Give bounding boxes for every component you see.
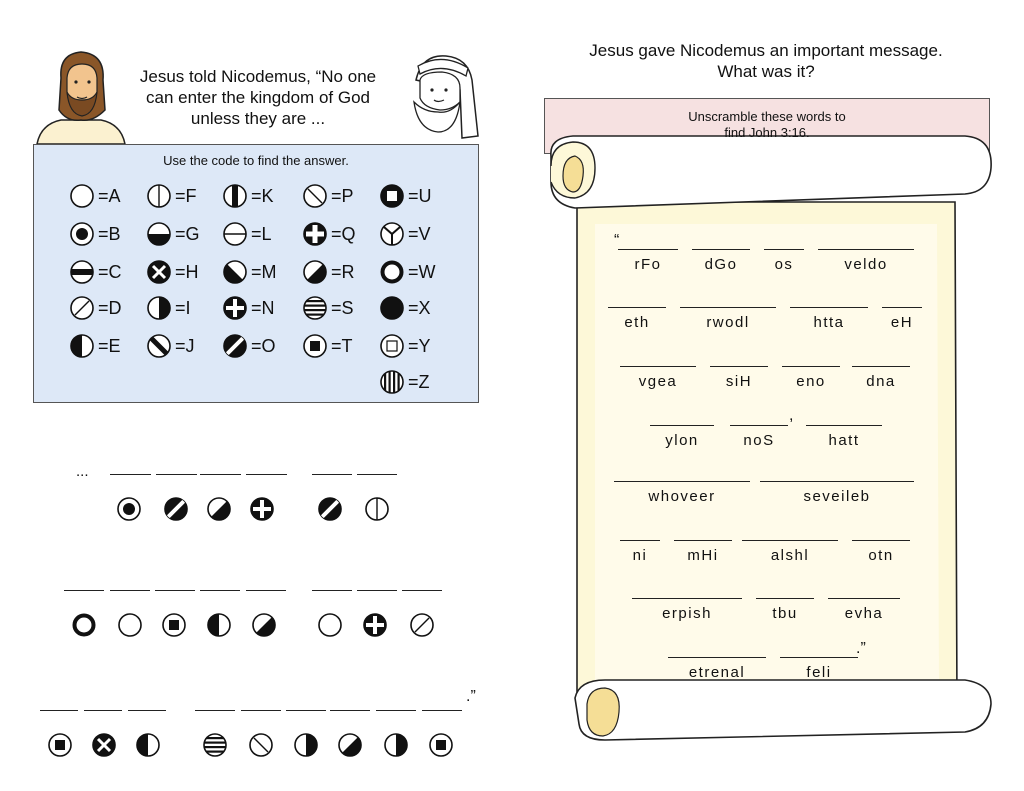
vertical-line-circle-icon xyxy=(146,183,172,209)
scrambled-word: ylon xyxy=(665,432,699,449)
scrambled-word: otn xyxy=(868,547,894,564)
black-circle-white-cross-icon xyxy=(249,496,275,522)
puzzle-closing-quote: .” xyxy=(466,688,476,705)
right-half-black-circle-icon xyxy=(146,295,172,321)
unscramble-blank[interactable] xyxy=(742,540,838,541)
unscramble-blank[interactable] xyxy=(680,307,776,308)
answer-blank[interactable] xyxy=(422,710,462,711)
vertical-bar-circle-icon xyxy=(222,183,248,209)
black-square-in-circle-icon xyxy=(47,732,73,758)
code-entry-label: =T xyxy=(331,335,353,356)
code-entry-label: =H xyxy=(175,261,199,282)
code-entry-e xyxy=(69,333,121,359)
black-square-in-circle-icon xyxy=(302,333,328,359)
scrambled-word: whoveer xyxy=(648,488,716,505)
unscramble-blank[interactable] xyxy=(790,307,868,308)
slash-circle-icon xyxy=(409,612,435,638)
answer-blank[interactable] xyxy=(64,590,104,591)
answer-blank[interactable] xyxy=(330,710,370,711)
answer-blank[interactable] xyxy=(200,474,241,475)
scrambled-word: tbu xyxy=(772,605,798,622)
unscramble-blank[interactable] xyxy=(674,540,732,541)
thick-ring-icon xyxy=(71,612,97,638)
unscramble-blank[interactable] xyxy=(760,481,914,482)
scrambled-word: feli xyxy=(806,664,832,681)
scrambled-word: seveileb xyxy=(803,488,871,505)
code-entry-q xyxy=(302,221,356,247)
instruction-text xyxy=(544,109,990,141)
right-header xyxy=(540,40,992,82)
scrambled-word: alshl xyxy=(770,547,810,564)
answer-blank[interactable] xyxy=(195,710,235,711)
code-entry-label: =G xyxy=(175,223,200,244)
empty-circle-icon xyxy=(69,183,95,209)
unscramble-blank[interactable] xyxy=(692,249,750,250)
instruction-line-2: find John 3:16. xyxy=(724,125,810,140)
code-entry-h xyxy=(146,259,199,285)
white-slash-black-circle-icon xyxy=(163,496,189,522)
unscramble-blank[interactable] xyxy=(882,307,922,308)
unscramble-blank[interactable] xyxy=(852,540,910,541)
code-entry-r xyxy=(302,259,355,285)
black-square-in-circle-icon xyxy=(428,732,454,758)
left-half-black-circle-icon xyxy=(206,612,232,638)
unscramble-blank[interactable] xyxy=(710,366,768,367)
right-header-line-1: Jesus gave Nicodemus an important message. xyxy=(589,41,943,60)
unscramble-blank[interactable] xyxy=(608,307,666,308)
code-entry-u xyxy=(379,183,432,209)
close-quote: .” xyxy=(856,640,866,657)
lower-right-half-black-circle-icon xyxy=(337,732,363,758)
answer-blank[interactable] xyxy=(246,474,287,475)
black-circle-white-x-icon xyxy=(91,732,117,758)
code-entry-label: =R xyxy=(331,261,355,282)
right-half-black-circle-icon xyxy=(293,732,319,758)
answer-blank[interactable] xyxy=(110,590,150,591)
code-entry-label: =C xyxy=(98,261,122,282)
left-header xyxy=(124,66,392,129)
code-entry-label: =U xyxy=(408,185,432,206)
unscramble-blank[interactable] xyxy=(806,425,882,426)
unscramble-blank[interactable] xyxy=(614,481,750,482)
comma: , xyxy=(789,407,794,424)
vertical-stripes-circle-icon xyxy=(379,369,405,395)
square-in-circle-icon xyxy=(379,333,405,359)
scrambled-word: veldo xyxy=(844,256,888,273)
scrambled-word: mHi xyxy=(687,547,719,564)
empty-circle-icon xyxy=(317,612,343,638)
code-entry-label: =O xyxy=(251,335,276,356)
code-entry-o xyxy=(222,333,276,359)
lower-right-half-black-circle-icon xyxy=(302,259,328,285)
code-entry-label: =Y xyxy=(408,335,431,356)
code-key-title: Use the code to find the answer. xyxy=(163,153,349,168)
unscramble-blank[interactable] xyxy=(764,249,804,250)
unscramble-blank[interactable] xyxy=(632,598,742,599)
dot-in-ring-icon xyxy=(69,221,95,247)
code-entry-x xyxy=(379,295,431,321)
code-entry-label: =X xyxy=(408,297,431,318)
left-half-black-circle-icon xyxy=(135,732,161,758)
slash-circle-icon xyxy=(69,295,95,321)
answer-blank[interactable] xyxy=(40,710,78,711)
code-entry-d xyxy=(69,295,122,321)
striped-circle-icon xyxy=(202,732,228,758)
code-entry-j xyxy=(146,333,195,359)
scrambled-word: rFo xyxy=(634,256,662,273)
unscramble-blank[interactable] xyxy=(782,366,840,367)
scrambled-word: eH xyxy=(890,314,914,331)
code-entry-f xyxy=(146,183,197,209)
code-entry-label: =V xyxy=(408,223,431,244)
code-entry-i xyxy=(146,295,191,321)
left-half-black-circle-icon xyxy=(69,333,95,359)
left-header-line-2: can enter the kingdom of God xyxy=(146,88,370,107)
code-entry-a xyxy=(69,183,121,209)
black-circle-white-cross-icon xyxy=(222,295,248,321)
instruction-line-1: Unscramble these words to xyxy=(688,109,846,124)
right-half-black-circle-icon xyxy=(383,732,409,758)
code-entry-label: =I xyxy=(175,297,191,318)
answer-blank[interactable] xyxy=(246,590,286,591)
answer-blank[interactable] xyxy=(241,710,281,711)
answer-blank[interactable] xyxy=(357,474,397,475)
code-key-box xyxy=(33,144,479,403)
scrambled-word: htta xyxy=(813,314,845,331)
nicodemus-illustration xyxy=(402,50,482,142)
code-entry-s xyxy=(302,295,354,321)
code-entry-w xyxy=(379,259,436,285)
scrambled-word: eth xyxy=(624,314,650,331)
scrambled-word: rwodl xyxy=(706,314,750,331)
black-circle-white-cross-icon xyxy=(362,612,388,638)
code-entry-label: =K xyxy=(251,185,274,206)
code-entry-p xyxy=(302,183,354,209)
answer-blank[interactable] xyxy=(155,590,195,591)
scrambled-word: hatt xyxy=(828,432,860,449)
code-entry-label: =Q xyxy=(331,223,356,244)
scrambled-word: erpish xyxy=(662,605,712,622)
code-entry-label: =B xyxy=(98,223,121,244)
white-slash-black-circle-icon xyxy=(317,496,343,522)
code-entry-k xyxy=(222,183,274,209)
code-entry-label: =N xyxy=(251,297,275,318)
y-circle-icon xyxy=(379,221,405,247)
code-entry-label: =J xyxy=(175,335,195,356)
unscramble-blank[interactable] xyxy=(828,598,900,599)
striped-circle-icon xyxy=(302,295,328,321)
answer-blank[interactable] xyxy=(402,590,442,591)
scrambled-word: ni xyxy=(632,547,648,564)
answer-blank[interactable] xyxy=(376,710,416,711)
lower-right-half-black-circle-icon xyxy=(206,496,232,522)
open-quote: “ xyxy=(614,232,620,249)
unscramble-blank[interactable] xyxy=(818,249,914,250)
code-entry-c xyxy=(69,259,122,285)
unscramble-blank[interactable] xyxy=(780,657,858,658)
jesus-illustration xyxy=(35,48,127,144)
white-cross-black-circle-icon xyxy=(302,221,328,247)
answer-blank[interactable] xyxy=(200,590,240,591)
code-entry-label: =P xyxy=(331,185,354,206)
unscramble-blank[interactable] xyxy=(756,598,814,599)
answer-blank[interactable] xyxy=(357,590,397,591)
code-entry-b xyxy=(69,221,121,247)
code-entry-label: =L xyxy=(251,223,272,244)
unscramble-blank[interactable] xyxy=(650,425,714,426)
black-circle-white-slash-icon xyxy=(146,333,172,359)
scrambled-word: os xyxy=(774,256,794,273)
code-entry-y xyxy=(379,333,431,359)
scrambled-word: etrenal xyxy=(688,664,746,681)
code-entry-label: =M xyxy=(251,261,277,282)
backslash-circle-icon xyxy=(248,732,274,758)
code-entry-z xyxy=(379,369,430,395)
dot-in-ring-icon xyxy=(116,496,142,522)
thick-ring-icon xyxy=(379,259,405,285)
code-entry-l xyxy=(222,221,272,247)
scrambled-word: eno xyxy=(796,373,826,390)
code-entry-g xyxy=(146,221,200,247)
answer-blank[interactable] xyxy=(156,474,197,475)
code-entry-label: =S xyxy=(331,297,354,318)
code-entry-m xyxy=(222,259,277,285)
answer-blank[interactable] xyxy=(286,710,326,711)
scrambled-word: dGo xyxy=(704,256,738,273)
answer-blank[interactable] xyxy=(110,474,151,475)
scrambled-word: dna xyxy=(866,373,896,390)
unscramble-blank[interactable] xyxy=(852,366,910,367)
scrambled-word: vgea xyxy=(638,373,678,390)
code-entry-n xyxy=(222,295,275,321)
horizontal-bar-circle-icon xyxy=(69,259,95,285)
answer-blank[interactable] xyxy=(84,710,122,711)
unscramble-blank[interactable] xyxy=(730,425,788,426)
scrambled-word: noS xyxy=(743,432,775,449)
code-entry-t xyxy=(302,333,353,359)
horizontal-line-circle-icon xyxy=(222,221,248,247)
answer-blank[interactable] xyxy=(312,590,352,591)
unscramble-blank[interactable] xyxy=(620,366,696,367)
left-header-line-1: Jesus told Nicodemus, “No one xyxy=(139,67,377,86)
bottom-half-black-circle-icon xyxy=(146,221,172,247)
unscramble-blank[interactable] xyxy=(620,540,660,541)
lower-right-half-black-circle-icon xyxy=(251,612,277,638)
code-entry-label: =A xyxy=(98,185,121,206)
code-entry-label: =W xyxy=(408,261,436,282)
empty-circle-icon xyxy=(117,612,143,638)
backslash-circle-icon xyxy=(302,183,328,209)
lower-left-half-black-circle-icon xyxy=(222,259,248,285)
ellipsis: ... xyxy=(76,463,89,480)
code-entry-v xyxy=(379,221,431,247)
left-header-line-3: unless they are ... xyxy=(190,109,326,128)
answer-blank[interactable] xyxy=(312,474,352,475)
answer-blank[interactable] xyxy=(128,710,166,711)
code-entry-label: =Z xyxy=(408,371,430,392)
black-square-in-circle-icon xyxy=(161,612,187,638)
code-entry-label: =F xyxy=(175,185,197,206)
solid-black-circle-icon xyxy=(379,295,405,321)
black-circle-white-x-icon xyxy=(146,259,172,285)
vertical-line-circle-icon xyxy=(364,496,390,522)
code-entry-label: =E xyxy=(98,335,121,356)
scrambled-word: evha xyxy=(844,605,884,622)
scrambled-word: siH xyxy=(725,373,753,390)
unscramble-blank[interactable] xyxy=(618,249,678,250)
right-header-line-2: What was it? xyxy=(717,62,815,81)
code-entry-label: =D xyxy=(98,297,122,318)
white-square-black-circle-icon xyxy=(379,183,405,209)
unscramble-blank[interactable] xyxy=(668,657,766,658)
white-slash-black-circle-icon xyxy=(222,333,248,359)
